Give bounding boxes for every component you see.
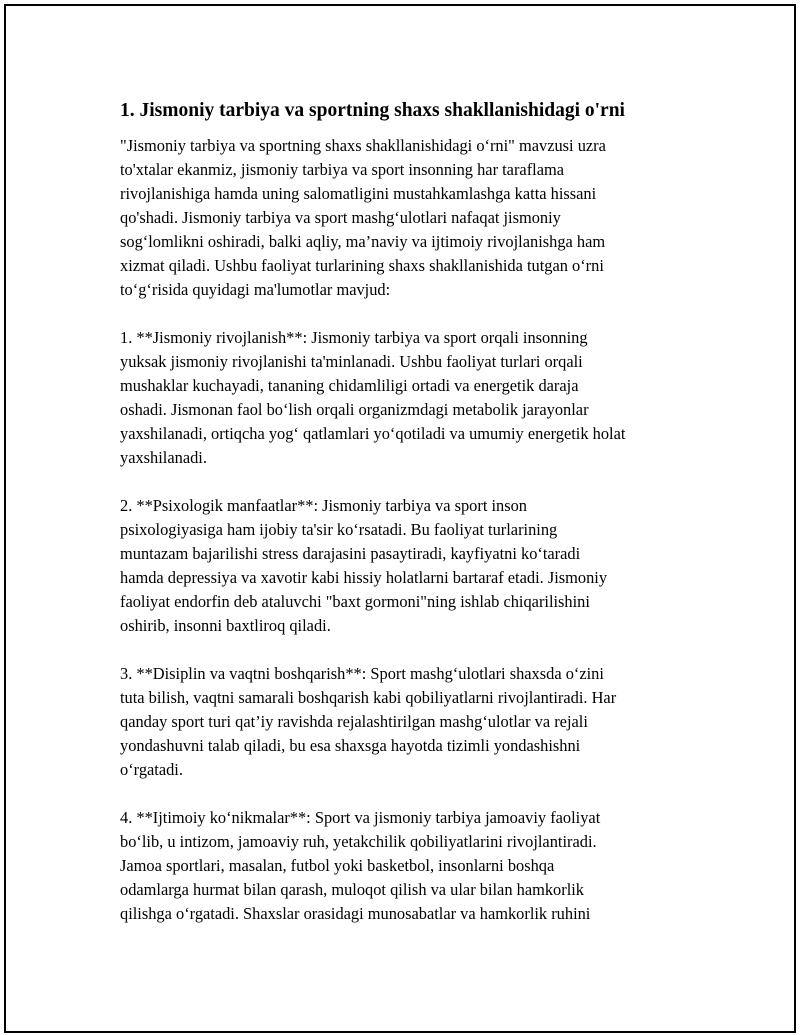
document-title: 1. Jismoniy tarbiya va sportning shaxs shakllanishidagi o'rni — [120, 100, 625, 121]
paragraph-psychological-benefits: 2. **Psixologik manfaatlar**: Jismoniy tarbiya va sport inson psixologiyasiga ham ijobiy ta'sir ko‘rsatadi. Bu faoliyat turlarining muntazam bajarilishi stress darajasini pasaytiradi, kayfiyatni ko‘taradi hamda depressiya va xavotir kabi hissiy holatlarni bartaraf etadi. Jismoniy faoliyat endorfin deb ataluvchi "baxt gormoni"ning ishlab chiqarilishini oshirib, insonni baxtliroq qiladi. — [120, 496, 608, 635]
document-body — [120, 98, 700, 950]
paragraph-social-skills: 4. **Ijtimoiy ko‘nikmalar**: Sport va jismoniy tarbiya jamoaviy faoliyat bo‘lib, u intizom, jamoaviy ruh, yetakchilik qobiliyatlarini rivojlantiradi. Jamoa sportlari, masalan, futbol yoki basketbol, insonlarni boshqa odamlarga hurmat bilan qarash, muloqot qilish va ular bilan hamkorlik qilishga o‘rgatadi. Shaxslar orasidagi munosabatlar va hamkorlik ruhini — [120, 808, 601, 923]
intro-paragraph: "Jismoniy tarbiya va sportning shaxs shakllanishidagi o‘rni" mavzusi uzra to'xtalar ekanmiz, jismoniy tarbiya va sport insonning har taraflama rivojlanishiga hamda uning salomatligini mustahkamlashga katta hissani qo'shadi. Jismoniy tarbiya va sport mashg‘ulotlari nafaqat jismoniy sog‘lomlikni oshiradi, balki aqliy, ma’naviy va ijtimoiy rivojlanishga ham xizmat qiladi. Ushbu faoliyat turlarining shaxs shakllanishida tutgan o‘rni to‘g‘risida quyidagi ma'lumotlar mavjud: — [120, 136, 606, 299]
paragraph-discipline-time-management: 3. **Disiplin va vaqtni boshqarish**: Sport mashg‘ulotlari shaxsda o‘zini tuta bilish, vaqtni samarali boshqarish kabi qobiliyatlarni rivojlantiradi. Har qanday sport turi qat’iy ravishda rejalashtirilgan mashg‘ulotlar va rejali yondashuvni talab qiladi, bu esa shaxsga hayotda tizimli yondashishni o‘rgatadi. — [120, 664, 617, 779]
paragraph-physical-development: 1. **Jismoniy rivojlanish**: Jismoniy tarbiya va sport orqali insonning yuksak jismoniy rivojlanishi ta'minlanadi. Ushbu faoliyat turlari orqali mushaklar kuchayadi, tananing chidamliligi ortadi va energetik daraja oshadi. Jismonan faol bo‘lish orqali organizmdagi metabolik jarayonlar yaxshilanadi, ortiqcha yog‘ qatlamlari yo‘qotiladi va umumiy energetik holat yaxshilanadi. — [120, 328, 626, 467]
page-frame — [4, 4, 796, 1033]
